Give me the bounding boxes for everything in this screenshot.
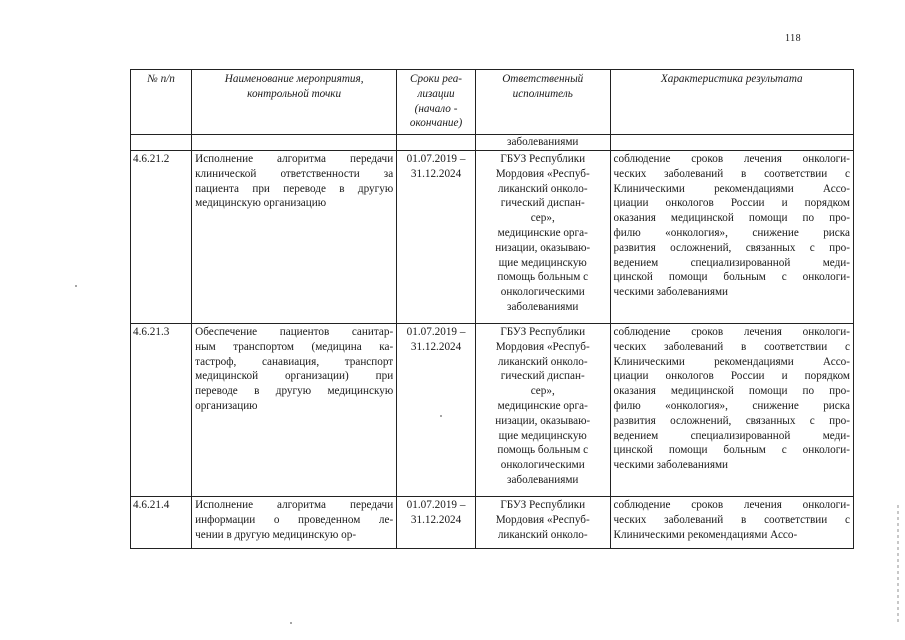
continuation-executor: заболеваниями: [475, 135, 610, 151]
row-name: [192, 151, 397, 324]
scan-speck: [440, 415, 442, 417]
row-executor-line: низации, оказываю-: [495, 241, 591, 254]
row-executor-line: ликанский онколо-: [497, 528, 588, 541]
row-result-line: ческих заболеваний в соответствии с: [613, 167, 850, 180]
row-result: [610, 324, 853, 497]
row-result-line: соблюдение сроков лечения онкологи-: [613, 153, 850, 165]
row-result-line: ведением специализированной меди-: [613, 256, 850, 269]
row-name-line: информации о проведенном ле-: [195, 513, 394, 526]
row-name-line: клинической ответственности за: [195, 167, 394, 180]
row-name-line: переводе в другую медицинскую: [195, 385, 394, 398]
row-result-line: развития осложнений, связанных с про-: [613, 414, 850, 427]
row-executor-line: гический диспан-: [500, 370, 585, 383]
scan-edge-mark: [897, 505, 899, 625]
header-dates-line: Сроки реа-: [410, 73, 463, 85]
row-name-line: ным транспортом (медицина ка-: [195, 340, 394, 353]
row-result-line: оказания медицинской помощи по про-: [613, 212, 850, 225]
row-dates-line: 01.07.2019 –: [406, 153, 466, 165]
row-name-line: чении в другую медицинскую ор-: [195, 528, 357, 541]
row-result-line: Клиническими рекомендациями Ассо-: [613, 182, 850, 195]
cell-empty: [610, 135, 853, 151]
row-dates-line: 01.07.2019 –: [406, 499, 466, 511]
header-dates-line: лизации: [417, 87, 455, 100]
row-dates-line: 31.12.2024: [410, 513, 462, 526]
row-number: 4.6.21.3: [131, 324, 192, 497]
table-row: [131, 151, 854, 324]
row-executor-line: онкологическими: [500, 286, 585, 299]
row-result-line: циации онкологов России и порядком: [613, 197, 850, 210]
header-executor: [475, 70, 610, 135]
row-dates: [397, 324, 476, 497]
row-name-line: Исполнение алгоритма передачи: [195, 499, 394, 511]
row-executor-line: щие медицинскую: [498, 429, 587, 442]
row-result-line: Клиническими рекомендациями Ассо-: [613, 355, 850, 368]
row-name-line: медицинской организации) при: [195, 370, 394, 383]
row-name-line: пациента при переводе в другую: [195, 182, 394, 195]
row-executor: [475, 151, 610, 324]
row-executor-line: сер»,: [530, 212, 555, 225]
row-executor-line: ГБУЗ Республики: [500, 153, 586, 165]
row-name-line: Обеспечение пациентов санитар-: [195, 326, 394, 338]
header-name-line: контрольной точки: [247, 87, 342, 100]
row-dates-line: 01.07.2019 –: [406, 326, 466, 338]
row-result-line: филю «онкология», снижение риска: [613, 226, 850, 239]
header-dates: [397, 70, 476, 135]
row-dates: [397, 151, 476, 324]
row-executor-line: сер»,: [530, 385, 555, 398]
cell-empty: [397, 135, 476, 151]
row-executor-line: Мордовия «Респуб-: [495, 340, 590, 353]
row-result-line: ческими заболеваниями: [613, 286, 729, 299]
row-result-line: ческими заболеваниями: [613, 459, 729, 472]
row-executor-line: помощь больным с: [497, 271, 589, 284]
row-executor-line: Мордовия «Респуб-: [495, 513, 590, 526]
row-name-line: организацию: [195, 399, 258, 412]
row-result-line: циации онкологов России и порядком: [613, 370, 850, 383]
scan-speck: [75, 285, 77, 287]
page-number: 118: [785, 33, 802, 44]
row-result-line: цинской помощи больным с онкологи-: [613, 271, 850, 284]
cell-empty: [192, 135, 397, 151]
header-name-line: Наименование мероприятия,: [224, 73, 364, 85]
row-name-line: тастроф, санавиация, транспорт: [195, 355, 394, 368]
header-num: № п/п: [131, 70, 192, 135]
row-number: 4.6.21.4: [131, 497, 192, 549]
row-result-line: Клиническими рекомендациями Ассо-: [613, 528, 798, 541]
row-result: [610, 497, 853, 549]
row-result-line: оказания медицинской помощи по про-: [613, 385, 850, 398]
row-executor: [475, 324, 610, 497]
header-dates-line: (начало -: [414, 102, 458, 115]
row-executor-line: ГБУЗ Республики: [500, 499, 586, 511]
header-executor-line: Ответственный: [502, 73, 584, 85]
row-executor-line: ГБУЗ Республики: [500, 326, 586, 338]
row-executor-line: ликанский онколо-: [497, 355, 588, 368]
row-executor-line: заболеваниями: [507, 473, 579, 486]
row-name-line: Исполнение алгоритма передачи: [195, 153, 394, 165]
row-result-line: ческих заболеваний в соответствии с: [613, 340, 850, 353]
scan-speck: [290, 622, 292, 624]
row-name: [192, 324, 397, 497]
row-dates-line: 31.12.2024: [410, 340, 462, 353]
row-result-line: соблюдение сроков лечения онкологи-: [613, 326, 850, 338]
row-name: [192, 497, 397, 549]
row-result-line: цинской помощи больным с онкологи-: [613, 444, 850, 457]
header-name: [192, 70, 397, 135]
row-result: [610, 151, 853, 324]
row-name-line: медицинскую организацию: [195, 197, 327, 210]
row-executor-line: низации, оказываю-: [495, 414, 591, 427]
row-executor-line: щие медицинскую: [498, 256, 587, 269]
row-executor-line: помощь больным с: [497, 444, 589, 457]
row-executor-line: онкологическими: [500, 459, 585, 472]
row-executor-line: заболеваниями: [507, 300, 579, 313]
table-header-row: [131, 70, 854, 135]
row-dates: [397, 497, 476, 549]
cell-empty: [131, 135, 192, 151]
row-result-line: филю «онкология», снижение риска: [613, 399, 850, 412]
table-row: [131, 324, 854, 497]
row-executor-line: ликанский онколо-: [497, 182, 588, 195]
continuation-row: [131, 135, 854, 151]
table-row: [131, 497, 854, 549]
row-result-line: ческих заболеваний в соответствии с: [613, 513, 850, 526]
row-result-line: развития осложнений, связанных с про-: [613, 241, 850, 254]
row-executor-line: Мордовия «Респуб-: [495, 167, 590, 180]
row-executor-line: гический диспан-: [500, 197, 585, 210]
row-result-line: ведением специализированной меди-: [613, 429, 850, 442]
row-executor-line: медицинские орга-: [497, 226, 588, 239]
row-executor-line: медицинские орга-: [497, 399, 588, 412]
header-executor-line: исполнитель: [512, 87, 573, 100]
row-dates-line: 31.12.2024: [410, 167, 462, 180]
plan-table: [130, 69, 854, 549]
header-result: Характеристика результата: [610, 70, 853, 135]
header-dates-line: окончание): [409, 117, 463, 130]
row-result-line: соблюдение сроков лечения онкологи-: [613, 499, 850, 511]
row-number: 4.6.21.2: [131, 151, 192, 324]
row-executor: [475, 497, 610, 549]
